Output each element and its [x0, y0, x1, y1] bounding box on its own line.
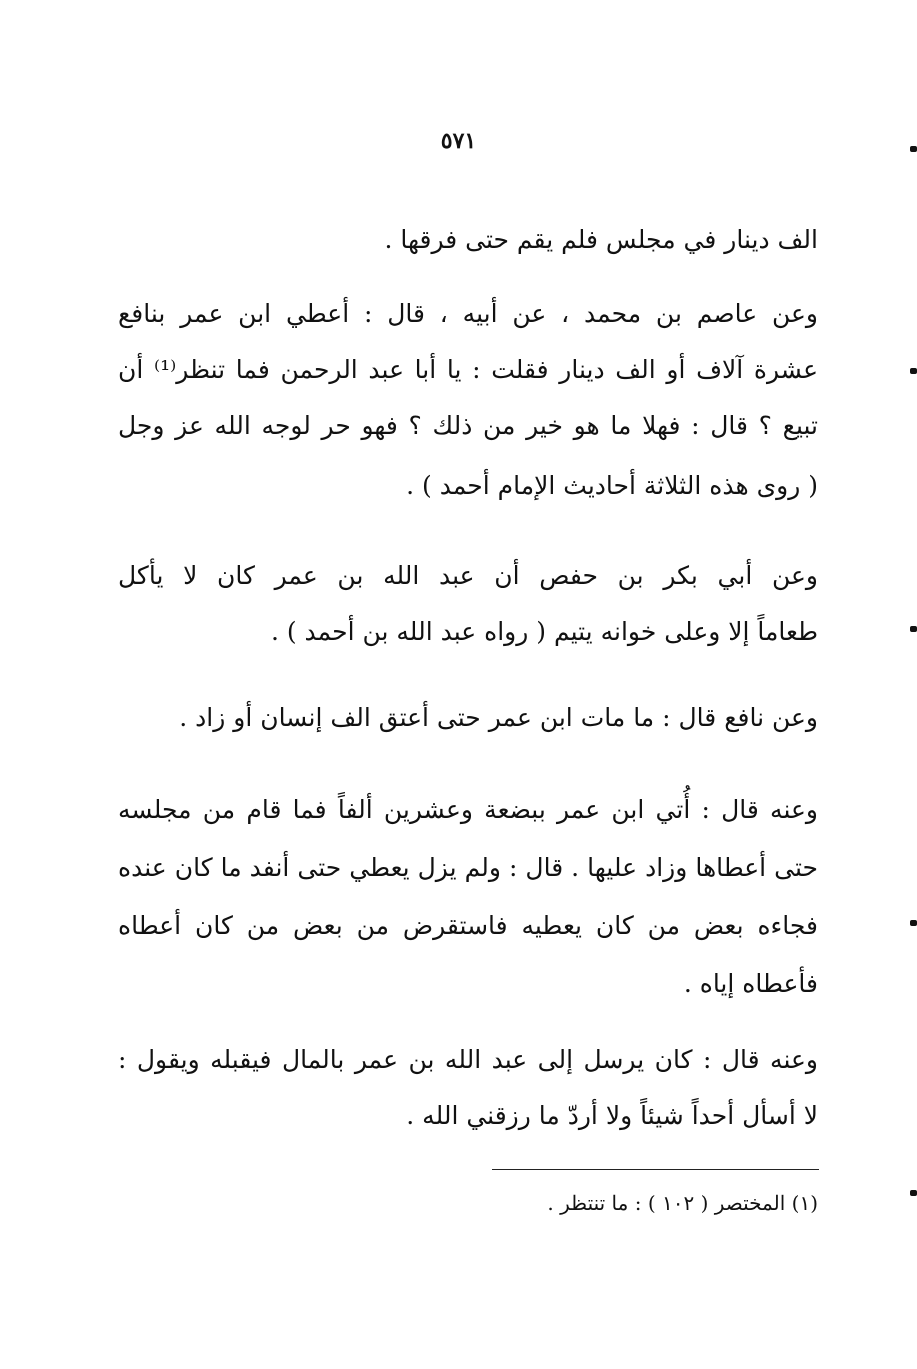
- text-line: فأعطاه إياه .: [683, 969, 818, 998]
- text-line: وعنه قال : أُتي ابن عمر ببضعة وعشرين ألفاً فما قام من مجلسه: [118, 795, 818, 824]
- text-line: فجاءه بعض من كان يعطيه فاستقرض من بعض من كان أعطاه: [118, 911, 818, 940]
- scan-edge-mark: [910, 368, 917, 374]
- text-line: الف دينار في مجلس فلم يقم حتى فرقها .: [384, 225, 818, 254]
- text-line: عشرة آلاف أو الف دينار فقلت : يا أبا عبد الرحمن فما تنظر⁽¹⁾ أن: [118, 355, 818, 384]
- text-line: وعن عاصم بن محمد ، عن أبيه ، قال : أعطي ابن عمر بنافع: [118, 299, 818, 328]
- scan-edge-mark: [910, 920, 917, 926]
- page-number: ٥٧١: [440, 128, 477, 154]
- footnote: (١) المختصر ( ١٠٢ ) : ما تنتظر .: [547, 1191, 818, 1215]
- text-line: وعن أبي بكر بن حفص أن عبد الله بن عمر كان لا يأكل: [118, 561, 818, 590]
- scan-edge-mark: [910, 626, 917, 632]
- text-line: ( روى هذه الثلاثة أحاديث الإمام أحمد ) .: [406, 471, 818, 500]
- text-line: تبيع ؟ قال : فهلا ما هو خير من ذلك ؟ فهو حر لوجه الله عز وجل: [118, 411, 818, 440]
- scan-edge-mark: [910, 1190, 917, 1196]
- scan-edge-mark: [910, 146, 917, 152]
- text-line: طعاماً إلا وعلى خوانه يتيم ( رواه عبد الله بن أحمد ) .: [270, 617, 818, 646]
- footnote-rule: [492, 1169, 819, 1170]
- text-line: وعنه قال : كان يرسل إلى عبد الله بن عمر بالمال فيقبله ويقول :: [118, 1045, 818, 1074]
- text-line: وعن نافع قال : ما مات ابن عمر حتى أعتق الف إنسان أو زاد .: [179, 703, 818, 732]
- text-line: حتى أعطاها وزاد عليها . قال : ولم يزل يعطي حتى أنفد ما كان عنده: [118, 853, 818, 882]
- text-line: لا أسأل أحداً شيئاً ولا أردّ ما رزقني الله .: [406, 1101, 818, 1130]
